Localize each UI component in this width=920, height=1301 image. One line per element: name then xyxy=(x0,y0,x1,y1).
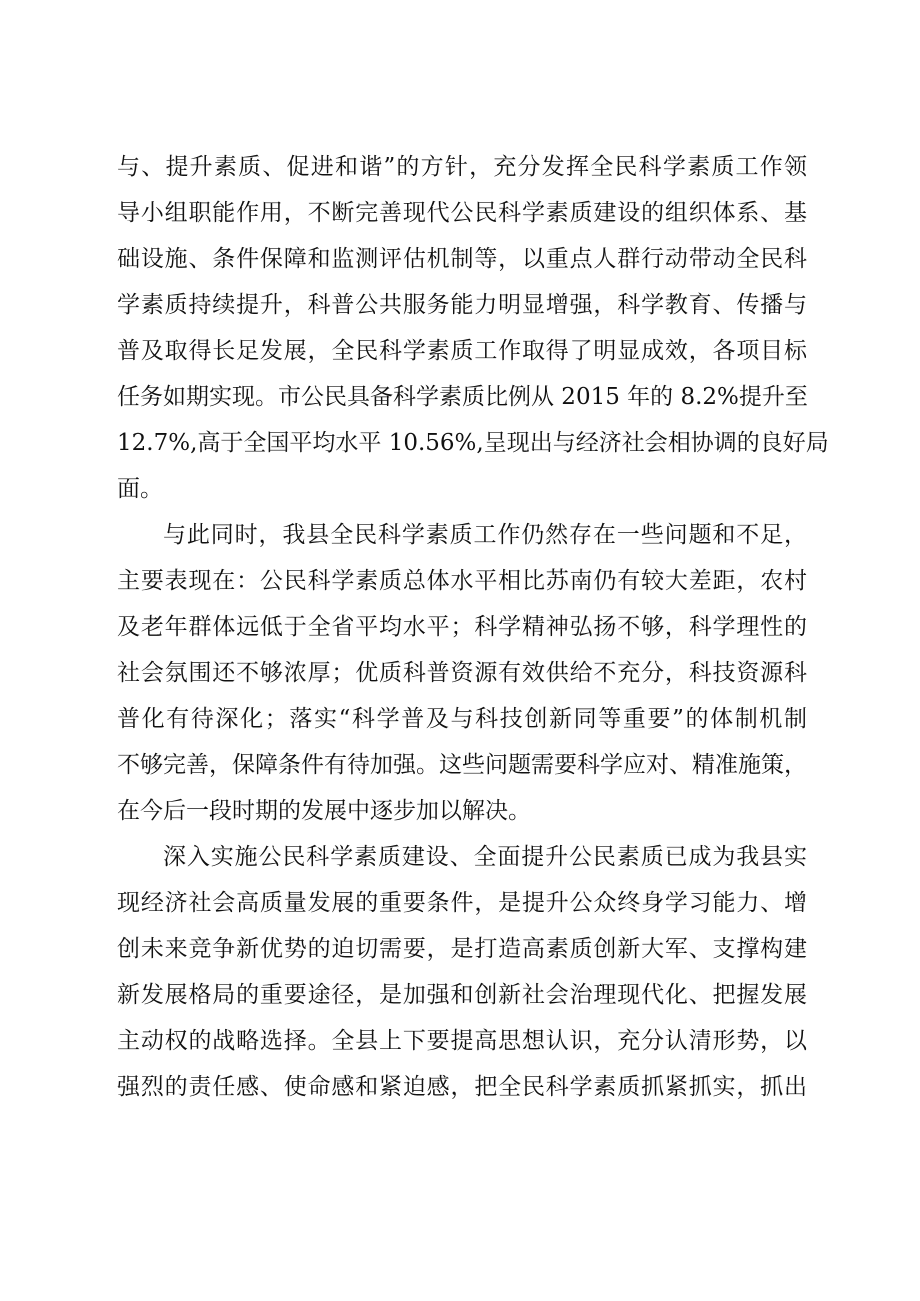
text-line: 强烈的责任感、使命感和紧迫感，把全民科学素质抓紧抓实，抓出 xyxy=(117,1074,807,1100)
text-line: 及老年群体远低于全省平均水平；科学精神弘扬不够，科学理性的 xyxy=(117,614,807,640)
text-line: 社会氛围还不够浓厚；优质科普资源有效供给不充分，科技资源科 xyxy=(117,660,807,686)
text-line: 任务如期实现。市公民具备科学素质比例从 2015 年的 8.2%提升至 xyxy=(117,384,808,410)
text-line: 新发展格局的重要途径，是加强和创新社会治理现代化、把握发展 xyxy=(117,982,807,1008)
text-line: 创未来竞争新优势的迫切需要，是打造高素质创新大军、支撑构建 xyxy=(117,936,807,962)
text-line: 与、提升素质、促进和谐”的方针，充分发挥全民科学素质工作领 xyxy=(117,154,807,180)
text-line: 现经济社会高质量发展的重要条件，是提升公众终身学习能力、增 xyxy=(117,890,807,916)
text-line: 导小组职能作用，不断完善现代公民科学素质建设的组织体系、基 xyxy=(117,200,807,226)
text-line: 础设施、条件保障和监测评估机制等，以重点人群行动带动全民科 xyxy=(117,246,807,272)
text-line: 学素质持续提升，科普公共服务能力明显增强，科学教育、传播与 xyxy=(117,292,807,318)
text-line: 在今后一段时期的发展中逐步加以解决。 xyxy=(117,798,531,824)
paragraph-first-line: 深入实施公民科学素质建设、全面提升公民素质已成为我县实 xyxy=(163,844,807,870)
paragraph-first-line: 与此同时，我县全民科学素质工作仍然存在一些问题和不足， xyxy=(163,522,807,548)
text-line: 普及取得长足发展，全民科学素质工作取得了明显成效，各项目标 xyxy=(117,338,807,364)
text-line: 不够完善，保障条件有待加强。这些问题需要科学应对、精准施策， xyxy=(117,752,807,778)
text-line: 主要表现在：公民科学素质总体水平相比苏南仍有较大差距，农村 xyxy=(117,568,807,594)
text-line: 主动权的战略选择。全县上下要提高思想认识，充分认清形势，以 xyxy=(117,1028,807,1054)
text-line: 12.7%,高于全国平均水平 10.56%,呈现出与经济社会相协调的良好局 xyxy=(117,430,829,456)
text-line: 普化有待深化；落实“科学普及与科技创新同等重要”的体制机制 xyxy=(117,706,807,732)
text-line: 面。 xyxy=(117,476,163,502)
